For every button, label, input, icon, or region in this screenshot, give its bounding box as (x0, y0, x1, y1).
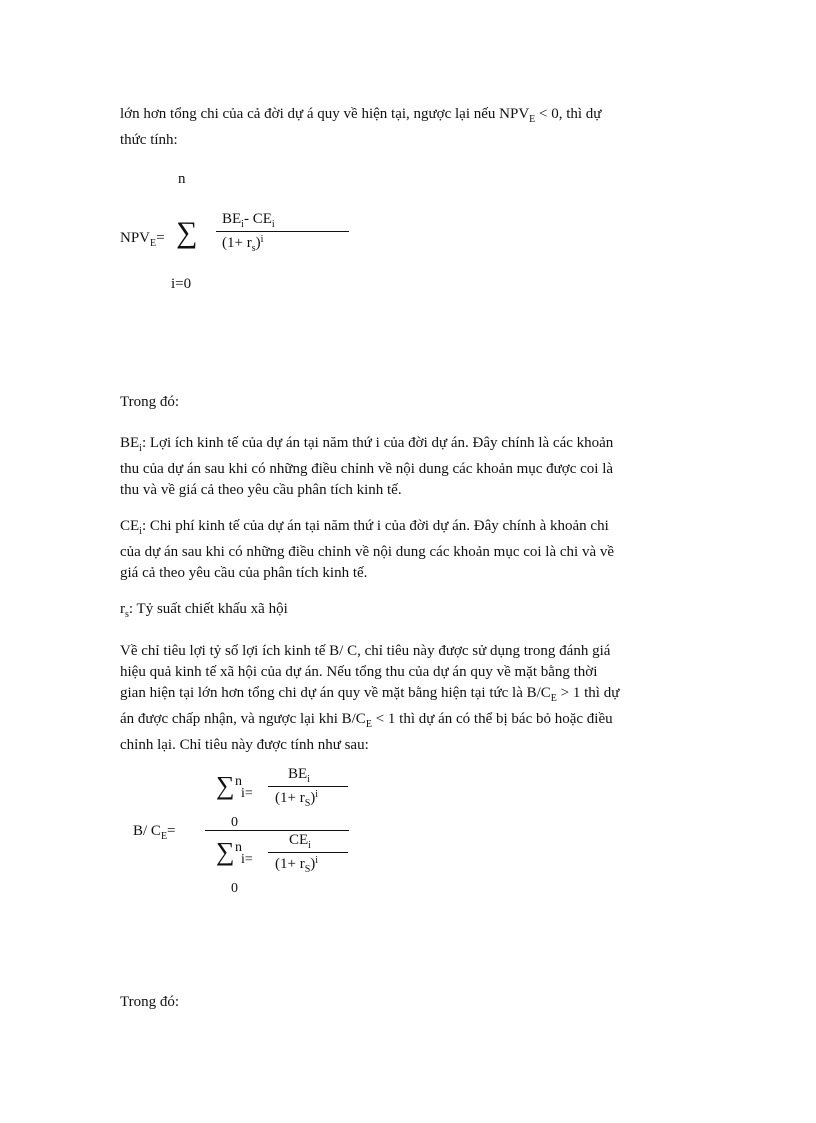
ce-line-2: của dự án sau khi có những điều chỉnh về nội dung các khoản mục coi là chi và về (120, 544, 615, 560)
sum-lower-limit: 0 (231, 881, 238, 896)
bc-paragraph (120, 641, 700, 756)
bc-text: < 1 thì dự án có thể bị bác bỏ hoặc điều (371, 711, 613, 727)
numerator-text: - CE (243, 211, 272, 227)
bc-line-5: chỉnh lại. Chỉ tiêu này được tính như sau: (120, 737, 369, 753)
subscript: E (365, 719, 372, 730)
be-line-2: thu của dự án sau khi có những điều chỉnh về nội dung các khoản mục được coi là (120, 461, 614, 477)
sigma-symbol: ∑ (216, 837, 235, 866)
subscript: i (139, 526, 142, 537)
bottom-denominator (275, 855, 318, 875)
fraction-bar (216, 231, 349, 232)
bc-line-4 (120, 709, 700, 735)
bc-text: gian hiện tại lớn hơn tổng chi dự án quy về mặt bằng hiện tại tức là B/C (120, 685, 551, 701)
intro-text: lớn hơn tổng chi của cả đời dự á quy về hiện tại, ngược lại nếu NPV (120, 106, 530, 122)
bc-line-1: Về chỉ tiêu lợi tỷ số lợi ích kinh tế B/ C, chỉ tiêu này được sử dụng trong đánh giá (120, 643, 611, 659)
ce-term: CE (120, 518, 140, 534)
equals-sign: = (156, 230, 165, 246)
subscript: S (304, 798, 311, 809)
npv-label (120, 230, 165, 249)
rs-text: : Tỷ suất chiết khấu xã hội (128, 601, 288, 617)
intro-text: < 0, thì dự (535, 106, 602, 122)
subscript: S (304, 864, 311, 875)
bc-text: B/ C (133, 823, 161, 839)
intro-paragraph (120, 104, 700, 151)
ce-definition (120, 516, 700, 584)
bc-text: > 1 thì dự (556, 685, 620, 701)
subscript: i (308, 840, 311, 851)
bc-label (133, 823, 176, 842)
sum-index: i= (241, 786, 253, 801)
subscript: s (251, 243, 256, 254)
npv-text: NPV (120, 230, 151, 246)
denominator-text: ) (310, 856, 316, 872)
be-text: : Lợi ích kinh tế của dự án tại năm thứ i của đời dự án. Đây chính là các khoản (141, 435, 614, 451)
equals-sign: = (167, 823, 176, 839)
bc-line-2: hiệu quả kinh tế xã hội của dự án. Nếu tổng thu của dự án quy về mặt bằng thời (120, 664, 598, 680)
subscript: i (139, 443, 142, 454)
fraction-numerator (222, 211, 275, 230)
denominator-text: ) (310, 790, 316, 806)
subscript: E (529, 114, 536, 125)
ce-line-3: giá cả theo yêu cầu của phân tích kinh tế. (120, 565, 368, 581)
superscript: i (260, 234, 264, 245)
be-definition (120, 433, 700, 501)
subscript: E (550, 693, 557, 704)
be-line-1 (120, 433, 700, 459)
sigma-symbol: ∑ (216, 771, 235, 800)
ce-line-1 (120, 516, 700, 542)
denominator-text: (1+ r (275, 856, 305, 872)
subscript: i (271, 219, 275, 230)
subscript: i (241, 219, 244, 230)
where-heading-2: Trong đó: (120, 994, 180, 1010)
denominator-text: ) (255, 235, 261, 251)
subscript: s (125, 609, 129, 620)
denominator-text: (1+ r (275, 790, 305, 806)
sum-upper-limit: n (178, 171, 186, 187)
subscript: E (160, 831, 168, 842)
sum-lower-limit: i=0 (171, 276, 192, 292)
numerator-text: BE (222, 211, 242, 227)
sigma-symbol: ∑ (176, 216, 198, 249)
inner-fraction-bar (268, 786, 348, 787)
ce-text: : Chi phí kinh tế của dự án tại năm thứ i của đời dự án. Đây chính à khoản chi (141, 518, 609, 534)
top-denominator (275, 789, 318, 809)
sum-index: i= (241, 852, 253, 867)
subscript: i (307, 774, 310, 785)
subscript: E (150, 238, 157, 249)
sum-upper-limit: n (235, 840, 242, 855)
rs-term: r (120, 601, 125, 617)
numerator-text: CE (289, 832, 309, 848)
where-heading-1: Trong đó: (120, 394, 180, 410)
bottom-numerator (289, 832, 311, 851)
be-term: BE (120, 435, 140, 451)
bc-text: án được chấp nhận, và ngược lại khi B/C (120, 711, 366, 727)
fraction-denominator (222, 234, 263, 254)
numerator-text: BE (288, 766, 308, 782)
sum-lower-limit: 0 (231, 815, 238, 830)
intro-line-2: thức tính: (120, 132, 178, 148)
top-numerator (288, 766, 310, 785)
denominator-text: (1+ r (222, 235, 252, 251)
be-line-3: thu và về giá cả theo yêu cầu phân tích kinh tế. (120, 482, 402, 498)
bc-line-3 (120, 683, 700, 709)
rs-definition (120, 599, 700, 625)
superscript: i (315, 855, 319, 866)
sum-upper-limit: n (235, 774, 242, 789)
inner-fraction-bar (268, 852, 348, 853)
intro-line-1 (120, 104, 700, 130)
main-fraction-bar (205, 830, 349, 831)
superscript: i (315, 789, 319, 800)
